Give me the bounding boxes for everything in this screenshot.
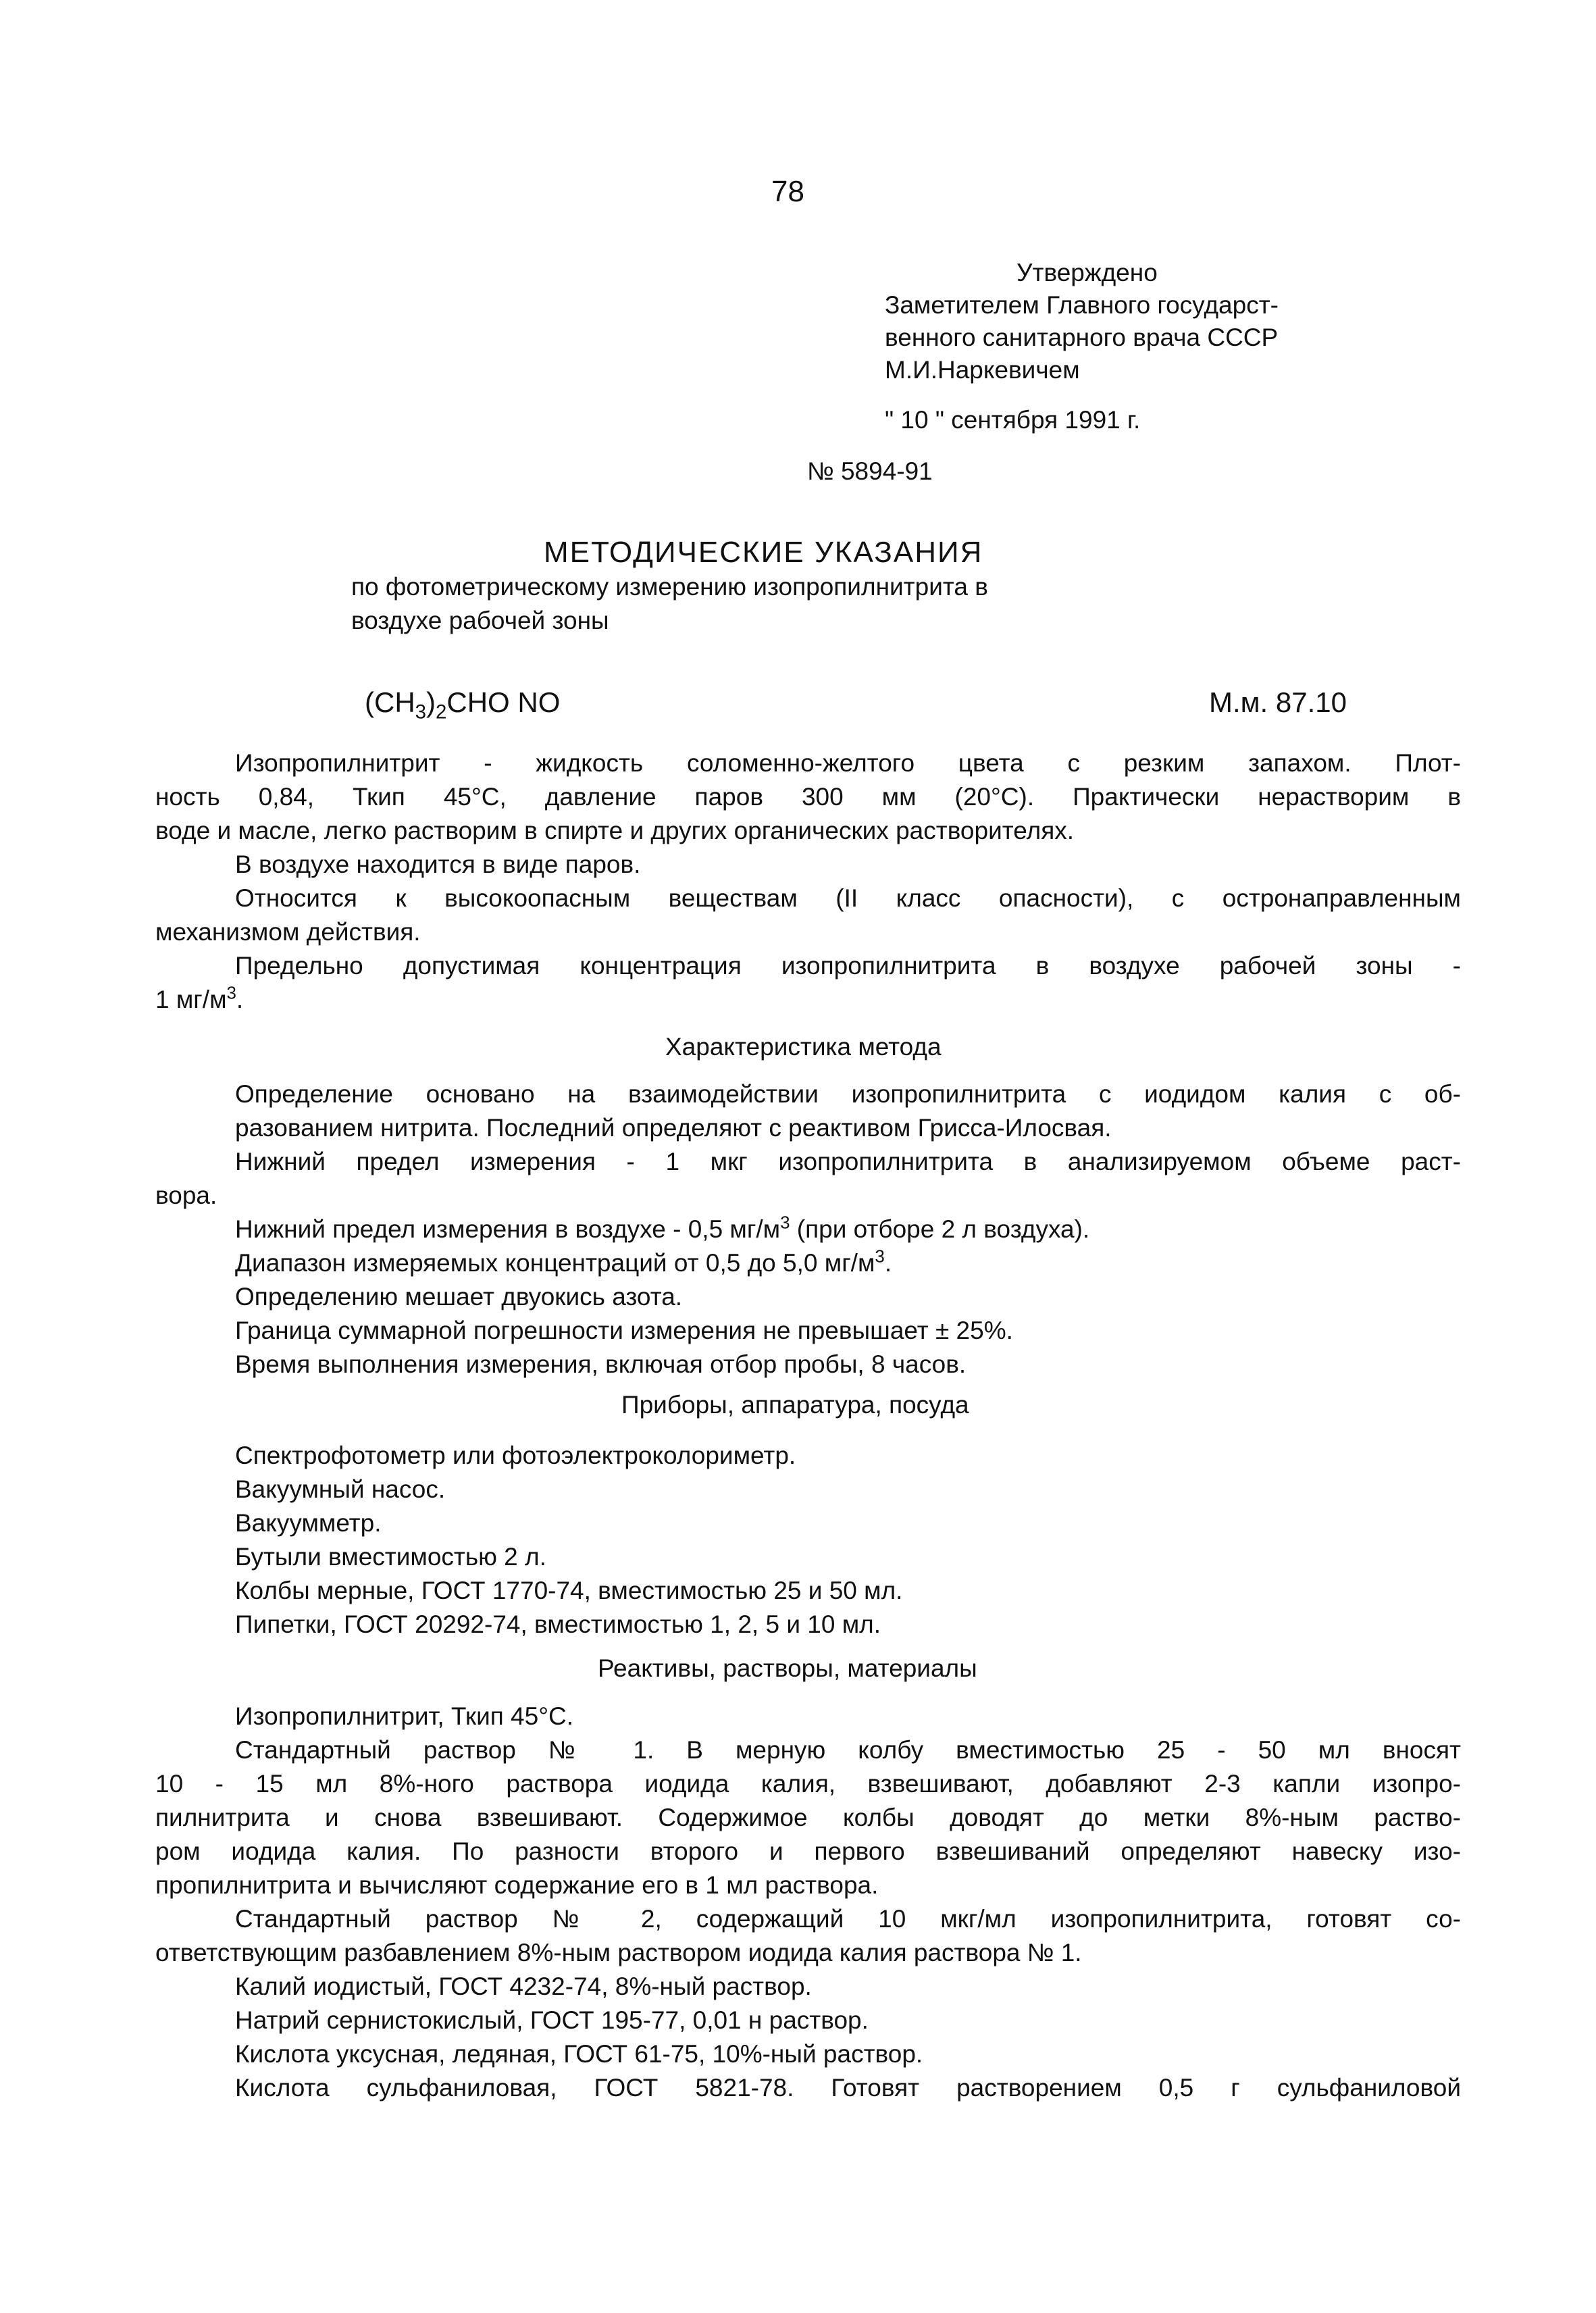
approval-line-2: венного санитарного врача СССР xyxy=(885,324,1279,351)
formula-subscript-2: 2 xyxy=(436,701,447,723)
formula-subscript-1: 3 xyxy=(415,701,427,723)
approval-line-1: Заметителем Главного государст- xyxy=(885,291,1279,319)
reagents-line: Натрий сернистокислый, ГОСТ 195-77, 0,01 н раствор. xyxy=(235,2006,869,2034)
equipment-item: Вакуумный насос. xyxy=(235,1475,446,1503)
reagents-line: 10 - 15 мл 8%-ного раствора иодида калия, взвешивают, добавляют 2-3 капли изопро- xyxy=(155,1770,1461,1798)
mpc-unit-superscript: 3 xyxy=(226,984,236,1003)
reagents-line: Стандартный раствор № 2, содержащий 10 мкг/мл изопропилнитрита, готовят со- xyxy=(235,1905,1461,1933)
document-subtitle-1: по фотометрическому измерению изопропилнитрита в xyxy=(351,573,988,601)
approval-date: " 10 " сентября 1991 г. xyxy=(885,406,1141,434)
lower-limit-text: Нижний предел измерения в воздухе - 0,5 мг/м xyxy=(235,1215,781,1243)
method-line: разованием нитрита. Последний определяют с реактивом Грисса-Илосвая. xyxy=(235,1114,1112,1142)
intro-line-mpc xyxy=(155,983,1461,1017)
mpc-value: 1 мг/м xyxy=(155,986,227,1013)
method-line: Нижний предел измерения - 1 мкг изопропилнитрита в анализируемом объеме раст- xyxy=(235,1148,1461,1175)
intro-line: В воздухе находится в виде паров. xyxy=(235,850,641,878)
reagents-line: пилнитрита и снова взвешивают. Содержимое колбы доводят до метки 8%-ным раство- xyxy=(155,1804,1461,1831)
molecular-mass: М.м. 87.10 xyxy=(1209,686,1347,718)
reagents-line: Кислота уксусная, ледяная, ГОСТ 61-75, 10%-ный раствор. xyxy=(235,2040,923,2068)
approval-title: Утверждено xyxy=(1016,259,1158,286)
document-subtitle-2: воздухе рабочей зоны xyxy=(351,607,609,634)
chemical-formula xyxy=(365,686,561,723)
reagents-section-title: Реактивы, растворы, материалы xyxy=(598,1654,977,1682)
equipment-item: Колбы мерные, ГОСТ 1770-74, вместимостью 25 и 50 мл. xyxy=(235,1577,903,1604)
page-number: 78 xyxy=(771,175,804,208)
method-section-title: Характеристика метода xyxy=(665,1033,942,1061)
range-text: Диапазон измеряемых концентраций от 0,5 до 5,0 мг/м xyxy=(235,1249,875,1277)
reagents-section xyxy=(155,1700,1461,2105)
intro-line: воде и масле, легко растворим в спирте и других органических растворителях. xyxy=(155,817,1075,844)
reagents-line: Изопропилнитрит, Ткип 45°С. xyxy=(235,1702,573,1730)
method-line: Определение основано на взаимодействии изопропилнитрита с иодидом калия с об- xyxy=(235,1080,1461,1108)
intro-line: Изопропилнитрит - жидкость соломенно-желтого цвета с резким запахом. Плот- xyxy=(235,749,1461,777)
method-line xyxy=(155,1246,1461,1280)
equipment-item: Спектрофотометр или фотоэлектроколориметр. xyxy=(235,1442,796,1469)
document-title: МЕТОДИЧЕСКИЕ УКАЗАНИЯ xyxy=(544,536,983,569)
method-line: Граница суммарной погрешности измерения не превышает ± 25%. xyxy=(235,1317,1013,1344)
lower-limit-superscript: 3 xyxy=(780,1213,790,1233)
method-line: вора. xyxy=(155,1181,217,1209)
mpc-period: . xyxy=(236,986,244,1013)
equipment-section xyxy=(155,1439,1461,1642)
equipment-section-title: Приборы, аппаратура, посуда xyxy=(621,1391,969,1419)
formula-part-1: (CH xyxy=(365,686,415,718)
intro-line: механизмом действия. xyxy=(155,918,421,946)
reagents-line: ответствующим разбавлением 8%-ным раствором иодида калия раствора № 1. xyxy=(155,1939,1082,1966)
formula-part-2: ) xyxy=(426,686,436,718)
intro-line: Предельно допустимая концентрация изопропилнитрита в воздухе рабочей зоны - xyxy=(235,952,1461,980)
approval-line-3: М.И.Наркевичем xyxy=(885,356,1080,384)
intro-section xyxy=(155,746,1461,1017)
equipment-item: Бутыли вместимостью 2 л. xyxy=(235,1543,546,1571)
method-line: Время выполнения измерения, включая отбор пробы, 8 часов. xyxy=(235,1350,967,1378)
method-line: Определению мешает двуокись азота. xyxy=(235,1283,683,1311)
range-text-end: . xyxy=(884,1249,892,1277)
intro-line: Относится к высокоопасным веществам (II класс опасности), с остронаправленным xyxy=(235,884,1461,912)
range-superscript: 3 xyxy=(875,1247,885,1267)
lower-limit-text-end: (при отборе 2 л воздуха). xyxy=(790,1215,1090,1243)
reagents-line: Калий иодистый, ГОСТ 4232-74, 8%-ный раствор. xyxy=(235,1973,812,2000)
intro-line: ность 0,84, Ткип 45°С, давление паров 300 мм (20°С). Практически нерастворим в xyxy=(155,783,1461,811)
method-section xyxy=(155,1077,1461,1381)
reagents-line: пропилнитрита и вычисляют содержание его в 1 мл раствора. xyxy=(155,1871,879,1899)
approval-number: № 5894-91 xyxy=(807,457,933,485)
method-line xyxy=(155,1213,1461,1246)
reagents-line: ром иодида калия. По разности второго и первого взвешиваний определяют навеску изо- xyxy=(155,1837,1461,1865)
reagents-line: Кислота сульфаниловая, ГОСТ 5821-78. Готовят растворением 0,5 г сульфаниловой xyxy=(235,2074,1461,2102)
equipment-item: Пипетки, ГОСТ 20292-74, вместимостью 1, 2, 5 и 10 мл. xyxy=(235,1610,881,1638)
reagents-line: Стандартный раствор № 1. В мерную колбу вместимостью 25 - 50 мл вносят xyxy=(235,1736,1461,1764)
equipment-item: Вакуумметр. xyxy=(235,1509,382,1537)
formula-part-3: CHO NO xyxy=(446,686,561,718)
